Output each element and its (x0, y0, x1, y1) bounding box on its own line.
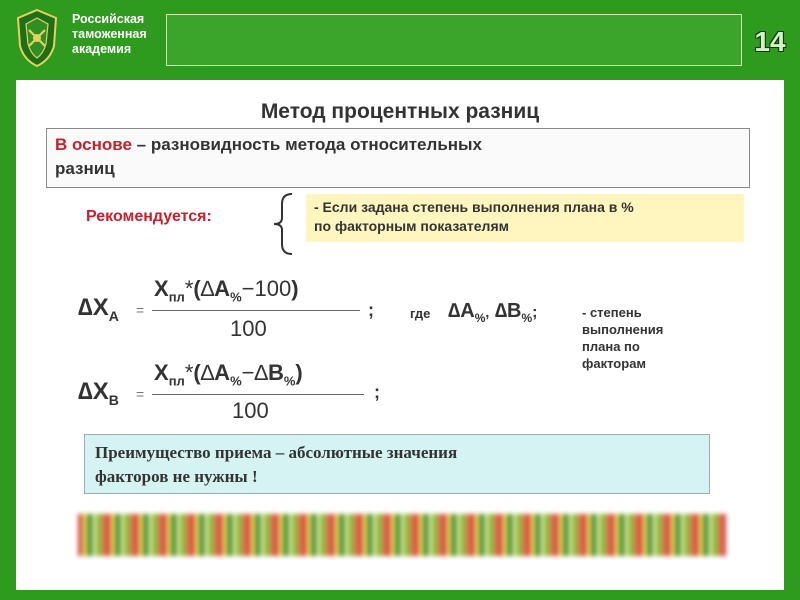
formula-a-equals: = (136, 302, 145, 318)
formula-b-semicolon: ; (374, 382, 380, 402)
formula-b-equals: = (136, 386, 145, 402)
formula-b-fraction-bar (152, 394, 364, 395)
recommended-line1: - Если задана степень выполнения плана в % (314, 199, 634, 215)
academy-emblem-icon (14, 8, 60, 68)
formula-a-numerator: $X_{пл}*(\Delta A_{\%}-100)$ (154, 276, 299, 305)
header-bar (0, 0, 800, 78)
advantage-line-1: Преимущество приема – абсолютные значения (95, 443, 458, 462)
basis-box (46, 128, 750, 188)
basis-text-line2: разниц (55, 159, 115, 178)
organization-name (72, 12, 147, 57)
description-line-3: плана по (582, 339, 640, 354)
org-line-1: Российская (72, 12, 145, 26)
slide-content (16, 80, 784, 590)
formula-b-numerator: $X_{пл}*(\Delta A_{\%}-\Delta B_{\%})$ (154, 360, 303, 389)
org-line-3: академия (72, 42, 132, 56)
advantage-box (84, 434, 710, 494)
recommended-box (306, 194, 744, 242)
variables-description (582, 304, 722, 372)
formula-a-denominator: 100 (230, 316, 267, 341)
org-line-2: таможенная (72, 27, 147, 41)
formula-b-denominator: 100 (232, 398, 269, 423)
header-panel (166, 14, 742, 66)
recommended-line2: по факторным показателям (314, 218, 509, 234)
slide-title: Метод процентных разниц (260, 100, 540, 123)
basis-label: В основе (55, 135, 132, 154)
curly-brace-icon (268, 192, 298, 256)
basis-text-line1: – разновидность метода относительных (131, 135, 483, 154)
where-variables: $\Delta A_{\%}$, $\Delta B_{\%}$; (448, 300, 538, 325)
formula-b-lhs: $\Delta X_B$ (78, 378, 119, 408)
slide-number: 14 (754, 26, 786, 57)
decorative-stripe (78, 514, 726, 556)
formula-a-semicolon: ; (368, 300, 374, 320)
description-line-2: выполнения (582, 322, 664, 337)
description-line-4: факторам (582, 356, 647, 371)
description-line-1: - степень (582, 305, 642, 320)
recommended-label: Рекомендуется: (86, 208, 212, 225)
where-word: где (410, 306, 431, 321)
formula-a-fraction-bar (152, 310, 360, 311)
formula-a-lhs: $\Delta X_A$ (78, 294, 119, 324)
advantage-line-2: факторов не нужны ! (95, 467, 258, 486)
